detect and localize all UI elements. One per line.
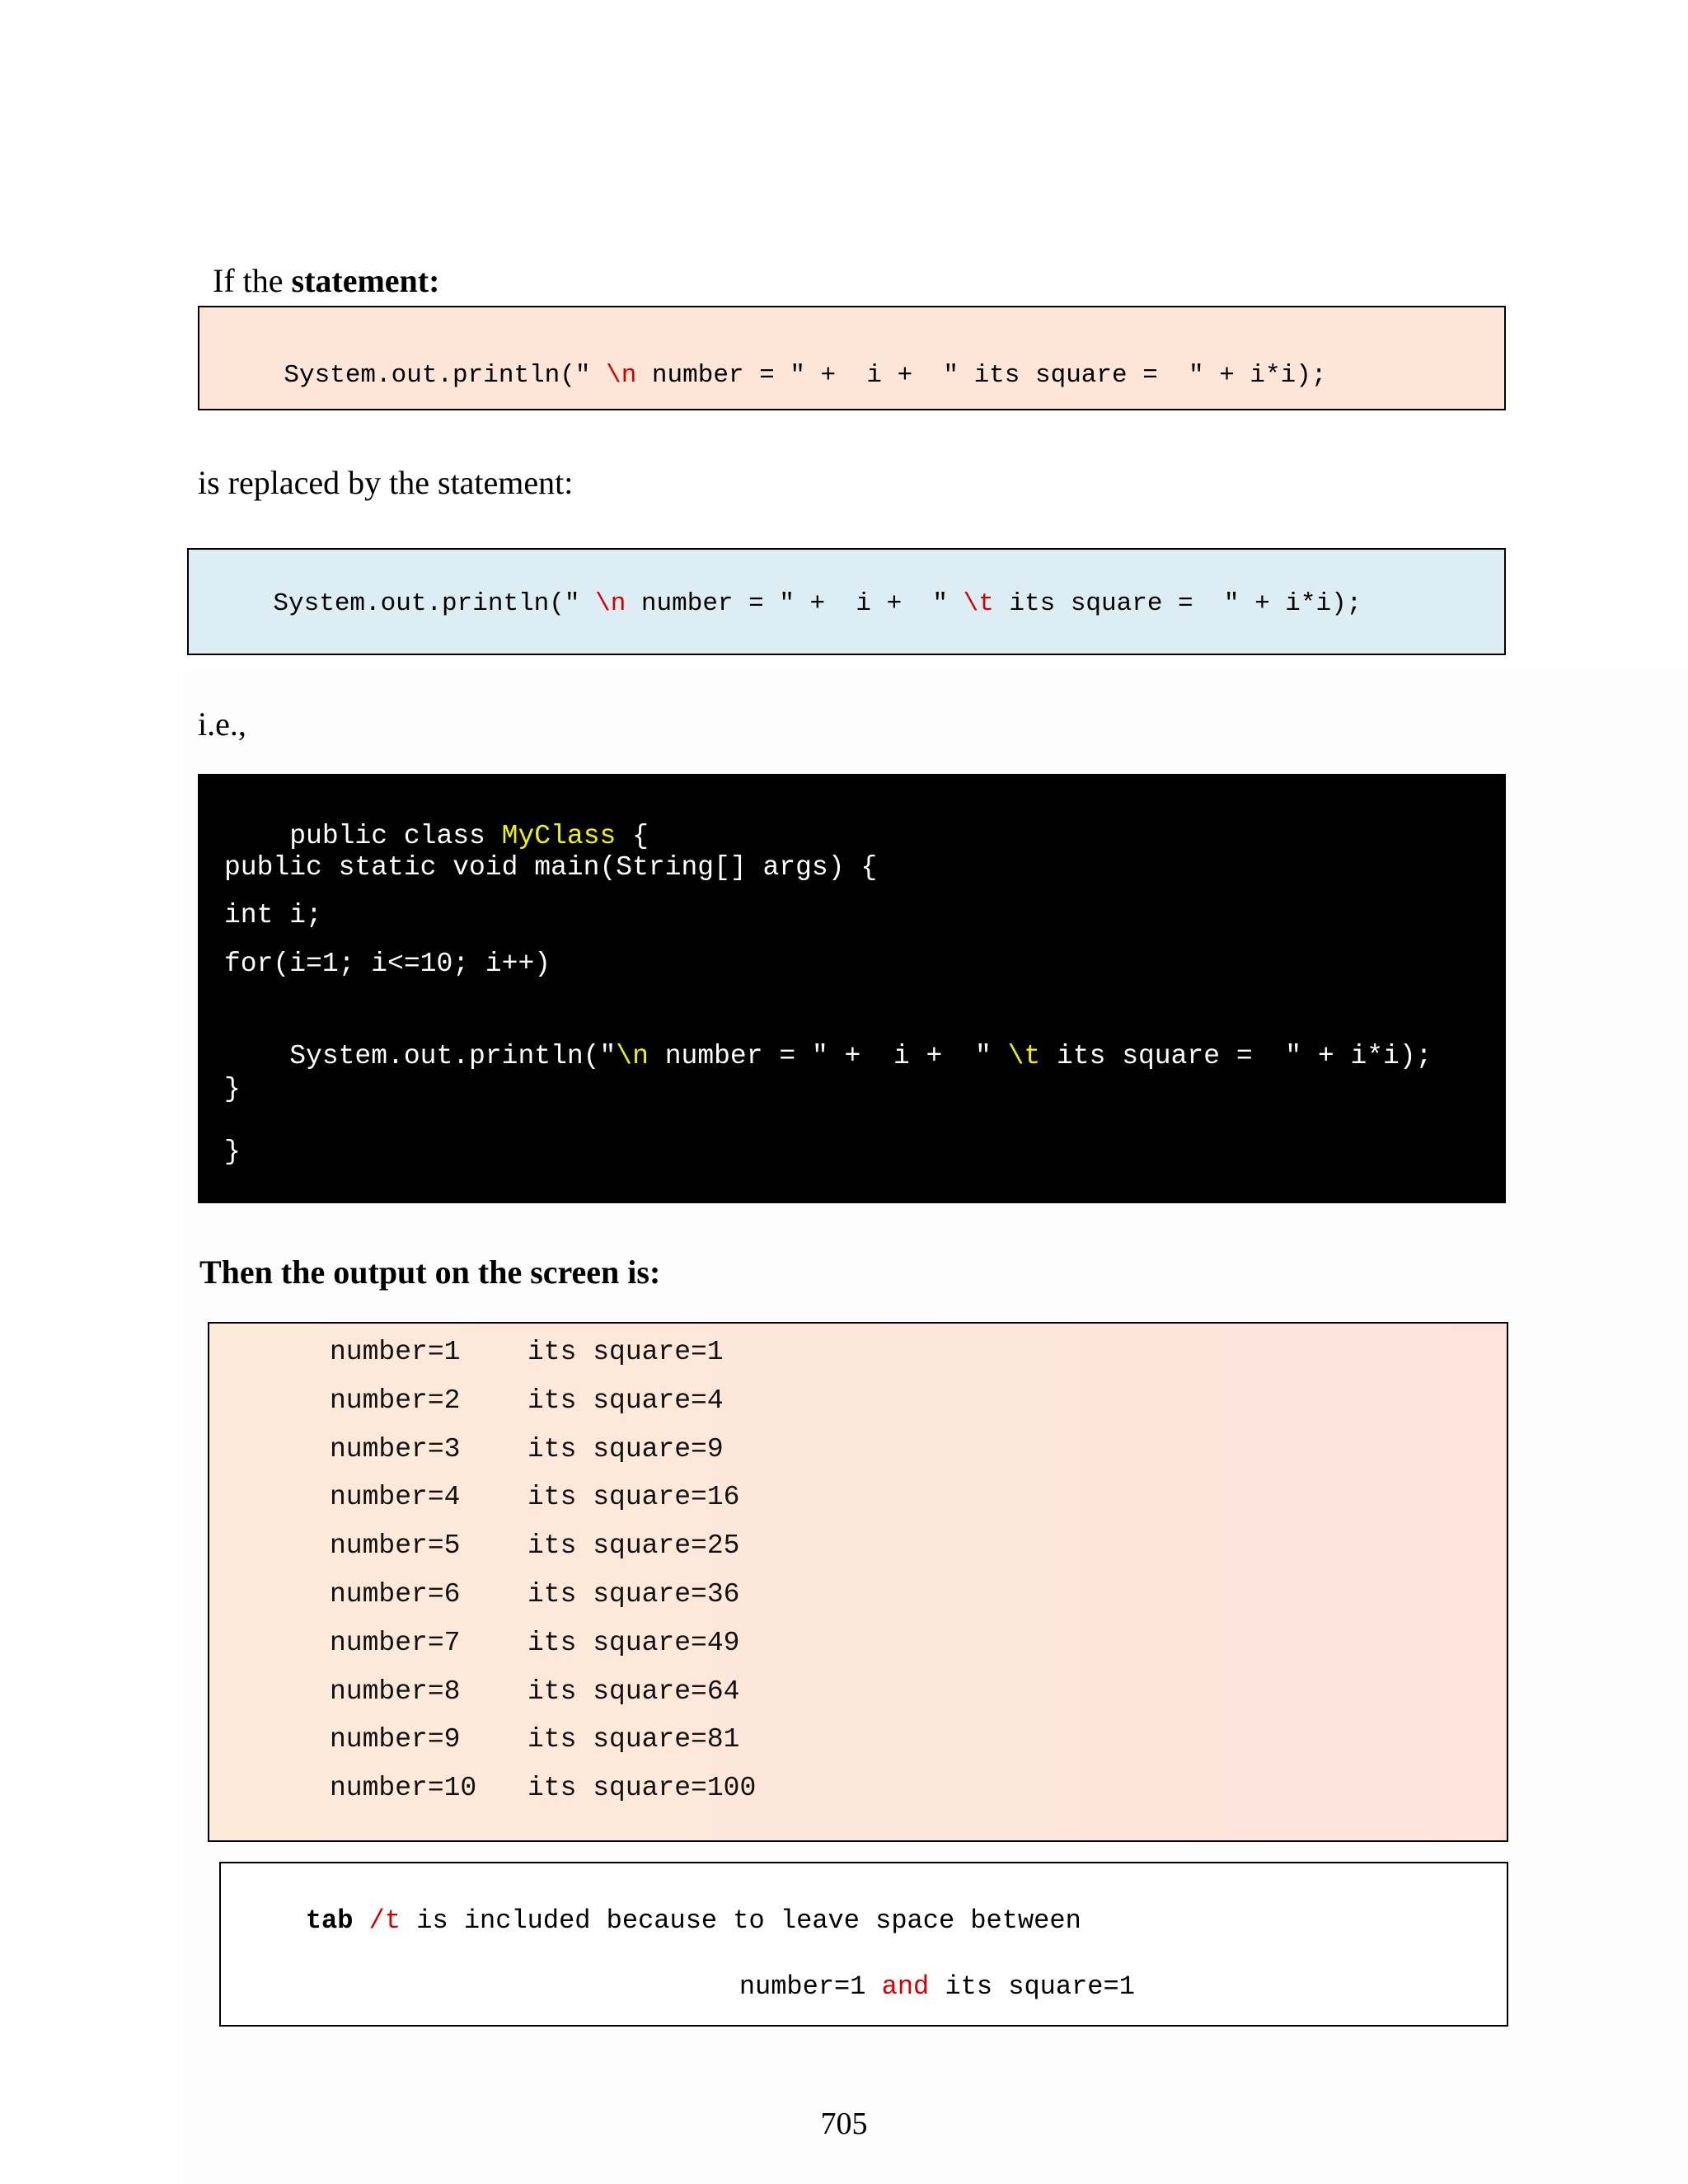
code-line-println — [224, 1010, 1432, 1102]
class-name: MyClass — [501, 821, 617, 851]
ie-text: i.e., — [198, 705, 246, 743]
output-square: its square=100 — [528, 1773, 757, 1804]
code-line-close-main: } — [224, 1074, 241, 1104]
newline-escape: \n — [595, 589, 626, 618]
output-number: number=4 — [330, 1482, 461, 1513]
code-seg: number = " + i + " — [648, 1041, 1008, 1071]
note-text: is included because to leave space between — [401, 1905, 1081, 1936]
output-number: number=2 — [330, 1385, 461, 1416]
output-square: its square=25 — [528, 1530, 740, 1562]
output-square: its square=81 — [528, 1724, 740, 1755]
code-seg: System.out.println(" — [289, 1041, 617, 1071]
output-square: its square=49 — [528, 1627, 740, 1658]
note-escape: /t — [368, 1905, 401, 1936]
code-box-replacement — [187, 548, 1506, 655]
output-number: number=1 — [330, 1337, 461, 1367]
output-square: its square=16 — [528, 1482, 740, 1513]
newline-escape: \n — [616, 1041, 649, 1071]
code-line-original — [223, 332, 1326, 419]
note-box — [219, 1862, 1508, 2027]
output-number: number=10 — [330, 1773, 477, 1804]
note-text: its square=1 — [929, 1971, 1135, 2002]
code-seg: { — [616, 821, 649, 851]
code-block — [198, 774, 1506, 1203]
output-heading: Then the output on the screen is: — [199, 1254, 661, 1291]
code-seg: its square = " + i*i); — [1040, 1041, 1432, 1071]
newline-escape: \n — [606, 361, 637, 390]
intro-text: If the — [213, 262, 292, 299]
code-seg: public class — [289, 821, 502, 851]
code-seg: number = " + i + " its square = " + i*i); — [636, 361, 1327, 390]
code-seg: System.out.println(" — [284, 361, 607, 390]
note-line-2 — [676, 1941, 1135, 2032]
code-seg: number = " + i + " — [626, 589, 964, 618]
tab-escape: \t — [963, 589, 994, 618]
replaced-text: is replaced by the statement: — [198, 464, 574, 501]
note-tab-word: tab — [305, 1905, 354, 1936]
output-number: number=7 — [330, 1627, 461, 1658]
output-square: its square=9 — [528, 1433, 724, 1465]
code-line-for: for(i=1; i<=10; i++) — [224, 949, 551, 979]
output-number: number=9 — [330, 1724, 461, 1755]
output-box — [208, 1322, 1508, 1842]
code-line-main: public static void main(String[] args) { — [224, 852, 878, 883]
code-line-replacement — [212, 560, 1362, 647]
code-line-decl: int i; — [224, 900, 322, 930]
output-square: its square=1 — [528, 1337, 724, 1367]
intro-line — [196, 223, 439, 300]
output-number: number=3 — [330, 1433, 461, 1465]
note-text: number=1 — [738, 1971, 882, 2002]
page-number: 705 — [820, 2107, 868, 2141]
code-seg: its square = " + i*i); — [993, 589, 1362, 618]
note-and: and — [881, 1971, 930, 2002]
code-line-close-class: } — [224, 1137, 241, 1167]
tab-escape: \t — [1007, 1041, 1041, 1071]
output-number: number=6 — [330, 1579, 461, 1610]
output-number: number=5 — [330, 1530, 461, 1562]
code-seg: System.out.println(" — [273, 589, 596, 618]
output-number: number=8 — [330, 1675, 461, 1707]
output-square: its square=64 — [528, 1675, 740, 1707]
output-square: its square=4 — [528, 1385, 724, 1416]
code-box-original — [198, 306, 1506, 410]
intro-bold: statement: — [291, 262, 440, 299]
output-square: its square=36 — [528, 1579, 740, 1610]
